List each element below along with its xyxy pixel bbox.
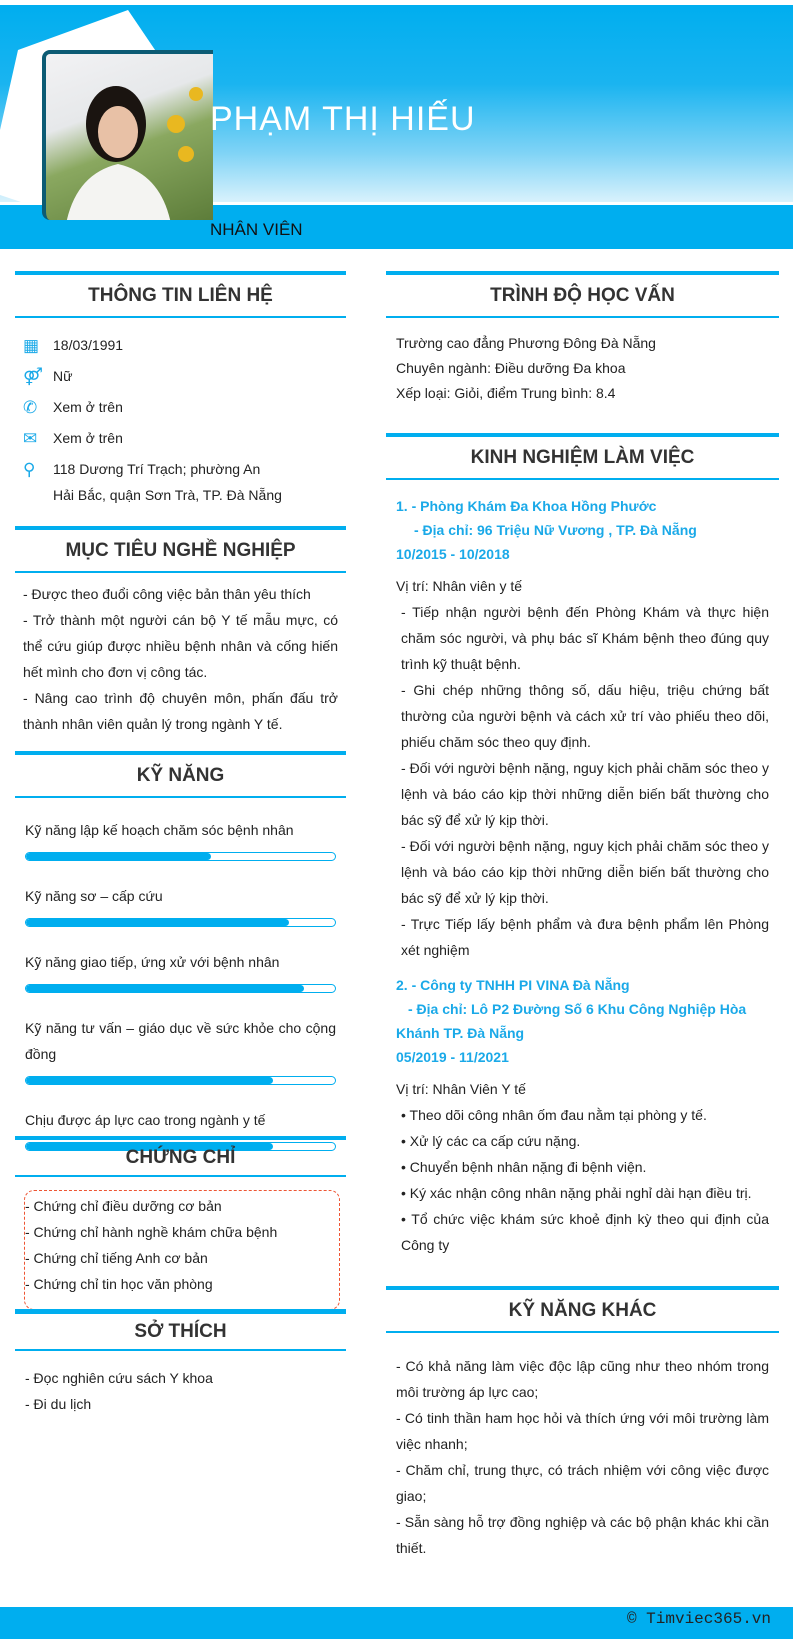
contact-item [23, 330, 346, 361]
avatar [42, 50, 213, 220]
skill-bar-fill [26, 1077, 273, 1084]
footer-brand: © Timviec365.vn [626, 1610, 771, 1628]
education-line: Chuyên ngành: Điều dưỡng Đa khoa [396, 360, 626, 376]
objective-line: - Nâng cao trình độ chuyên môn, phấn đấu trở thành nhân viên quản lý trong ngành Y tế. [23, 690, 338, 732]
job-duty: • Xử lý các ca cấp cứu nặng. [401, 1133, 581, 1149]
email-icon: ✉ [23, 429, 38, 448]
job-duty: • Tổ chức việc khám sức khoẻ định kỳ theo qui định của Công ty [401, 1211, 769, 1253]
skills-section [15, 751, 346, 1173]
contact-item [23, 361, 346, 392]
candidate-name: PHẠM THỊ HIẾU [210, 100, 476, 138]
section-title: MỤC TIÊU NGHỀ NGHIỆP [15, 526, 346, 573]
job-company: 1. - Phòng Khám Đa Khoa Hồng Phước [396, 498, 657, 514]
job-duty: - Đối với người bệnh nặng, nguy kịch phải chăm sóc theo y lệnh và báo cáo kịp thời những diễn biến bất thường cho bác sỹ để xử lý kịp thời. [401, 760, 769, 828]
section-title: THÔNG TIN LIÊN HỆ [15, 271, 346, 318]
objective-section [15, 526, 346, 737]
job-period: 10/2015 - 10/2018 [396, 546, 510, 562]
job-duty: • Theo dõi công nhân ốm đau nằm tại phòng y tế. [401, 1107, 707, 1123]
skill-bar-fill [26, 919, 289, 926]
section-title: SỞ THÍCH [15, 1309, 346, 1351]
hobby-item: - Đọc nghiên cứu sách Y khoa [25, 1370, 213, 1386]
other-skill-line: - Có tinh thần ham học hỏi và thích ứng với môi trường làm việc nhanh; [396, 1410, 769, 1452]
skill-bar [25, 984, 336, 993]
contact-section [15, 271, 346, 508]
contact-value: Xem ở trên [53, 399, 123, 415]
experience-section [386, 433, 779, 1258]
hobbies-section [15, 1309, 346, 1417]
contact-item [23, 392, 346, 423]
certificates-section [15, 1136, 346, 1310]
skill-label: Kỹ năng tư vấn – giáo dục về sức khỏe cho cộng đồng [25, 1020, 336, 1062]
education-line: Trường cao đẳng Phương Đông Đà Nẵng [396, 335, 656, 351]
contact-value: Nữ [53, 368, 73, 384]
phone-icon: ✆ [23, 398, 38, 417]
skill-label: Kỹ năng giao tiếp, ứng xử với bệnh nhân [25, 954, 280, 970]
job-entry [396, 973, 769, 1258]
section-title: KỸ NĂNG KHÁC [386, 1286, 779, 1333]
contact-value: Xem ở trên [53, 430, 123, 446]
certificate-item: - Chứng chỉ hành nghề khám chữa bệnh [25, 1224, 278, 1240]
certificate-item: - Chứng chỉ tiếng Anh cơ bản [25, 1250, 208, 1266]
section-title: KINH NGHIỆM LÀM VIỆC [386, 433, 779, 480]
job-entry [396, 494, 769, 963]
certificate-item: - Chứng chỉ tin học văn phòng [25, 1276, 213, 1292]
skill-item [25, 949, 336, 993]
skill-item [25, 1015, 336, 1085]
skill-bar [25, 1076, 336, 1085]
location-icon: ⚲ [23, 460, 36, 479]
contact-value: 118 Dương Trí Trạch; phường An Hải Bắc, quận Sơn Trà, TP. Đà Nẵng [53, 461, 282, 503]
calendar-icon: ▦ [23, 336, 40, 355]
skill-label: Kỹ năng sơ – cấp cứu [25, 888, 163, 904]
job-address: - Địa chỉ: 96 Triệu Nữ Vương , TP. Đà Nẵng [414, 522, 697, 538]
job-position: Vị trí: Nhân Viên Y tế [396, 1081, 526, 1097]
skill-label: Chịu được áp lực cao trong ngành y tế [25, 1112, 266, 1128]
skill-item [25, 883, 336, 927]
education-line: Xếp loại: Giỏi, điểm Trung bình: 8.4 [396, 385, 616, 401]
education-section [386, 271, 779, 406]
section-title: CHỨNG CHỈ [15, 1136, 346, 1177]
job-position: Vị trí: Nhân viên y tế [396, 578, 523, 594]
job-address: - Địa chỉ: Lô P2 Đường Số 6 Khu Công Nghiệp Hòa Khánh TP. Đà Nẵng [396, 1001, 747, 1041]
other-skill-line: - Sẵn sàng hỗ trợ đồng nghiệp và các bộ phận khác khi cần thiết. [396, 1514, 769, 1556]
skill-bar-fill [26, 985, 304, 992]
footer [0, 1607, 793, 1639]
other-skill-line: - Chăm chỉ, trung thực, có trách nhiệm với công việc được giao; [396, 1462, 769, 1504]
contact-value: 18/03/1991 [53, 337, 124, 353]
section-title: TRÌNH ĐỘ HỌC VẤN [386, 271, 779, 318]
contact-item [23, 454, 346, 508]
job-duty: - Ghi chép những thông số, dấu hiệu, triệu chứng bất thường của người bệnh và cách xử trí vào phiếu theo dõi, phiếu chăm sóc theo quy định. [401, 682, 769, 750]
job-title: NHÂN VIÊN [210, 220, 303, 239]
skill-item [25, 817, 336, 861]
objective-line: - Trở thành một người cán bộ Y tế mẫu mực, có thể cứu giúp được nhiều bệnh nhân và cống hiến hết mình cho đơn vị công tác. [23, 612, 338, 680]
skill-bar [25, 918, 336, 927]
section-title: KỸ NĂNG [15, 751, 346, 798]
other-skill-line: - Có khả năng làm việc độc lập cũng như theo nhóm trong môi trường áp lực cao; [396, 1358, 769, 1400]
job-duty: - Đối với người bệnh nặng, nguy kịch phải chăm sóc theo y lệnh và báo cáo kịp thời những diễn biến bất thường cho bác sỹ để xử lý kịp thời. [401, 838, 769, 906]
objective-line: - Được theo đuổi công việc bản thân yêu thích [23, 586, 311, 602]
job-duty: - Trực Tiếp lấy bệnh phẩm và đưa bệnh phẩm lên Phòng xét nghiệm [401, 916, 769, 958]
job-duty: - Tiếp nhận người bệnh đến Phòng Khám và thực hiện chăm sóc người, và phụ bác sĩ Khám bệnh theo đúng quy trình kỹ thuật bệnh. [401, 604, 769, 672]
contact-item [23, 423, 346, 454]
job-duty: • Ký xác nhận công nhân nặng phải nghỉ dài hạn điều trị. [401, 1185, 752, 1201]
hobby-item: - Đi du lịch [25, 1396, 92, 1412]
gender-icon: ⚤ [23, 367, 43, 386]
job-company: 2. - Công ty TNHH PI VINA Đà Nẵng [396, 977, 630, 993]
skill-label: Kỹ năng lập kế hoạch chăm sóc bệnh nhân [25, 822, 294, 838]
other-skills-section [386, 1286, 779, 1561]
job-duty: • Chuyển bệnh nhân nặng đi bệnh viện. [401, 1159, 647, 1175]
skill-bar-fill [26, 853, 211, 860]
certificate-item: - Chứng chỉ điều dưỡng cơ bản [25, 1198, 222, 1214]
job-period: 05/2019 - 11/2021 [396, 1049, 509, 1065]
skill-bar [25, 852, 336, 861]
